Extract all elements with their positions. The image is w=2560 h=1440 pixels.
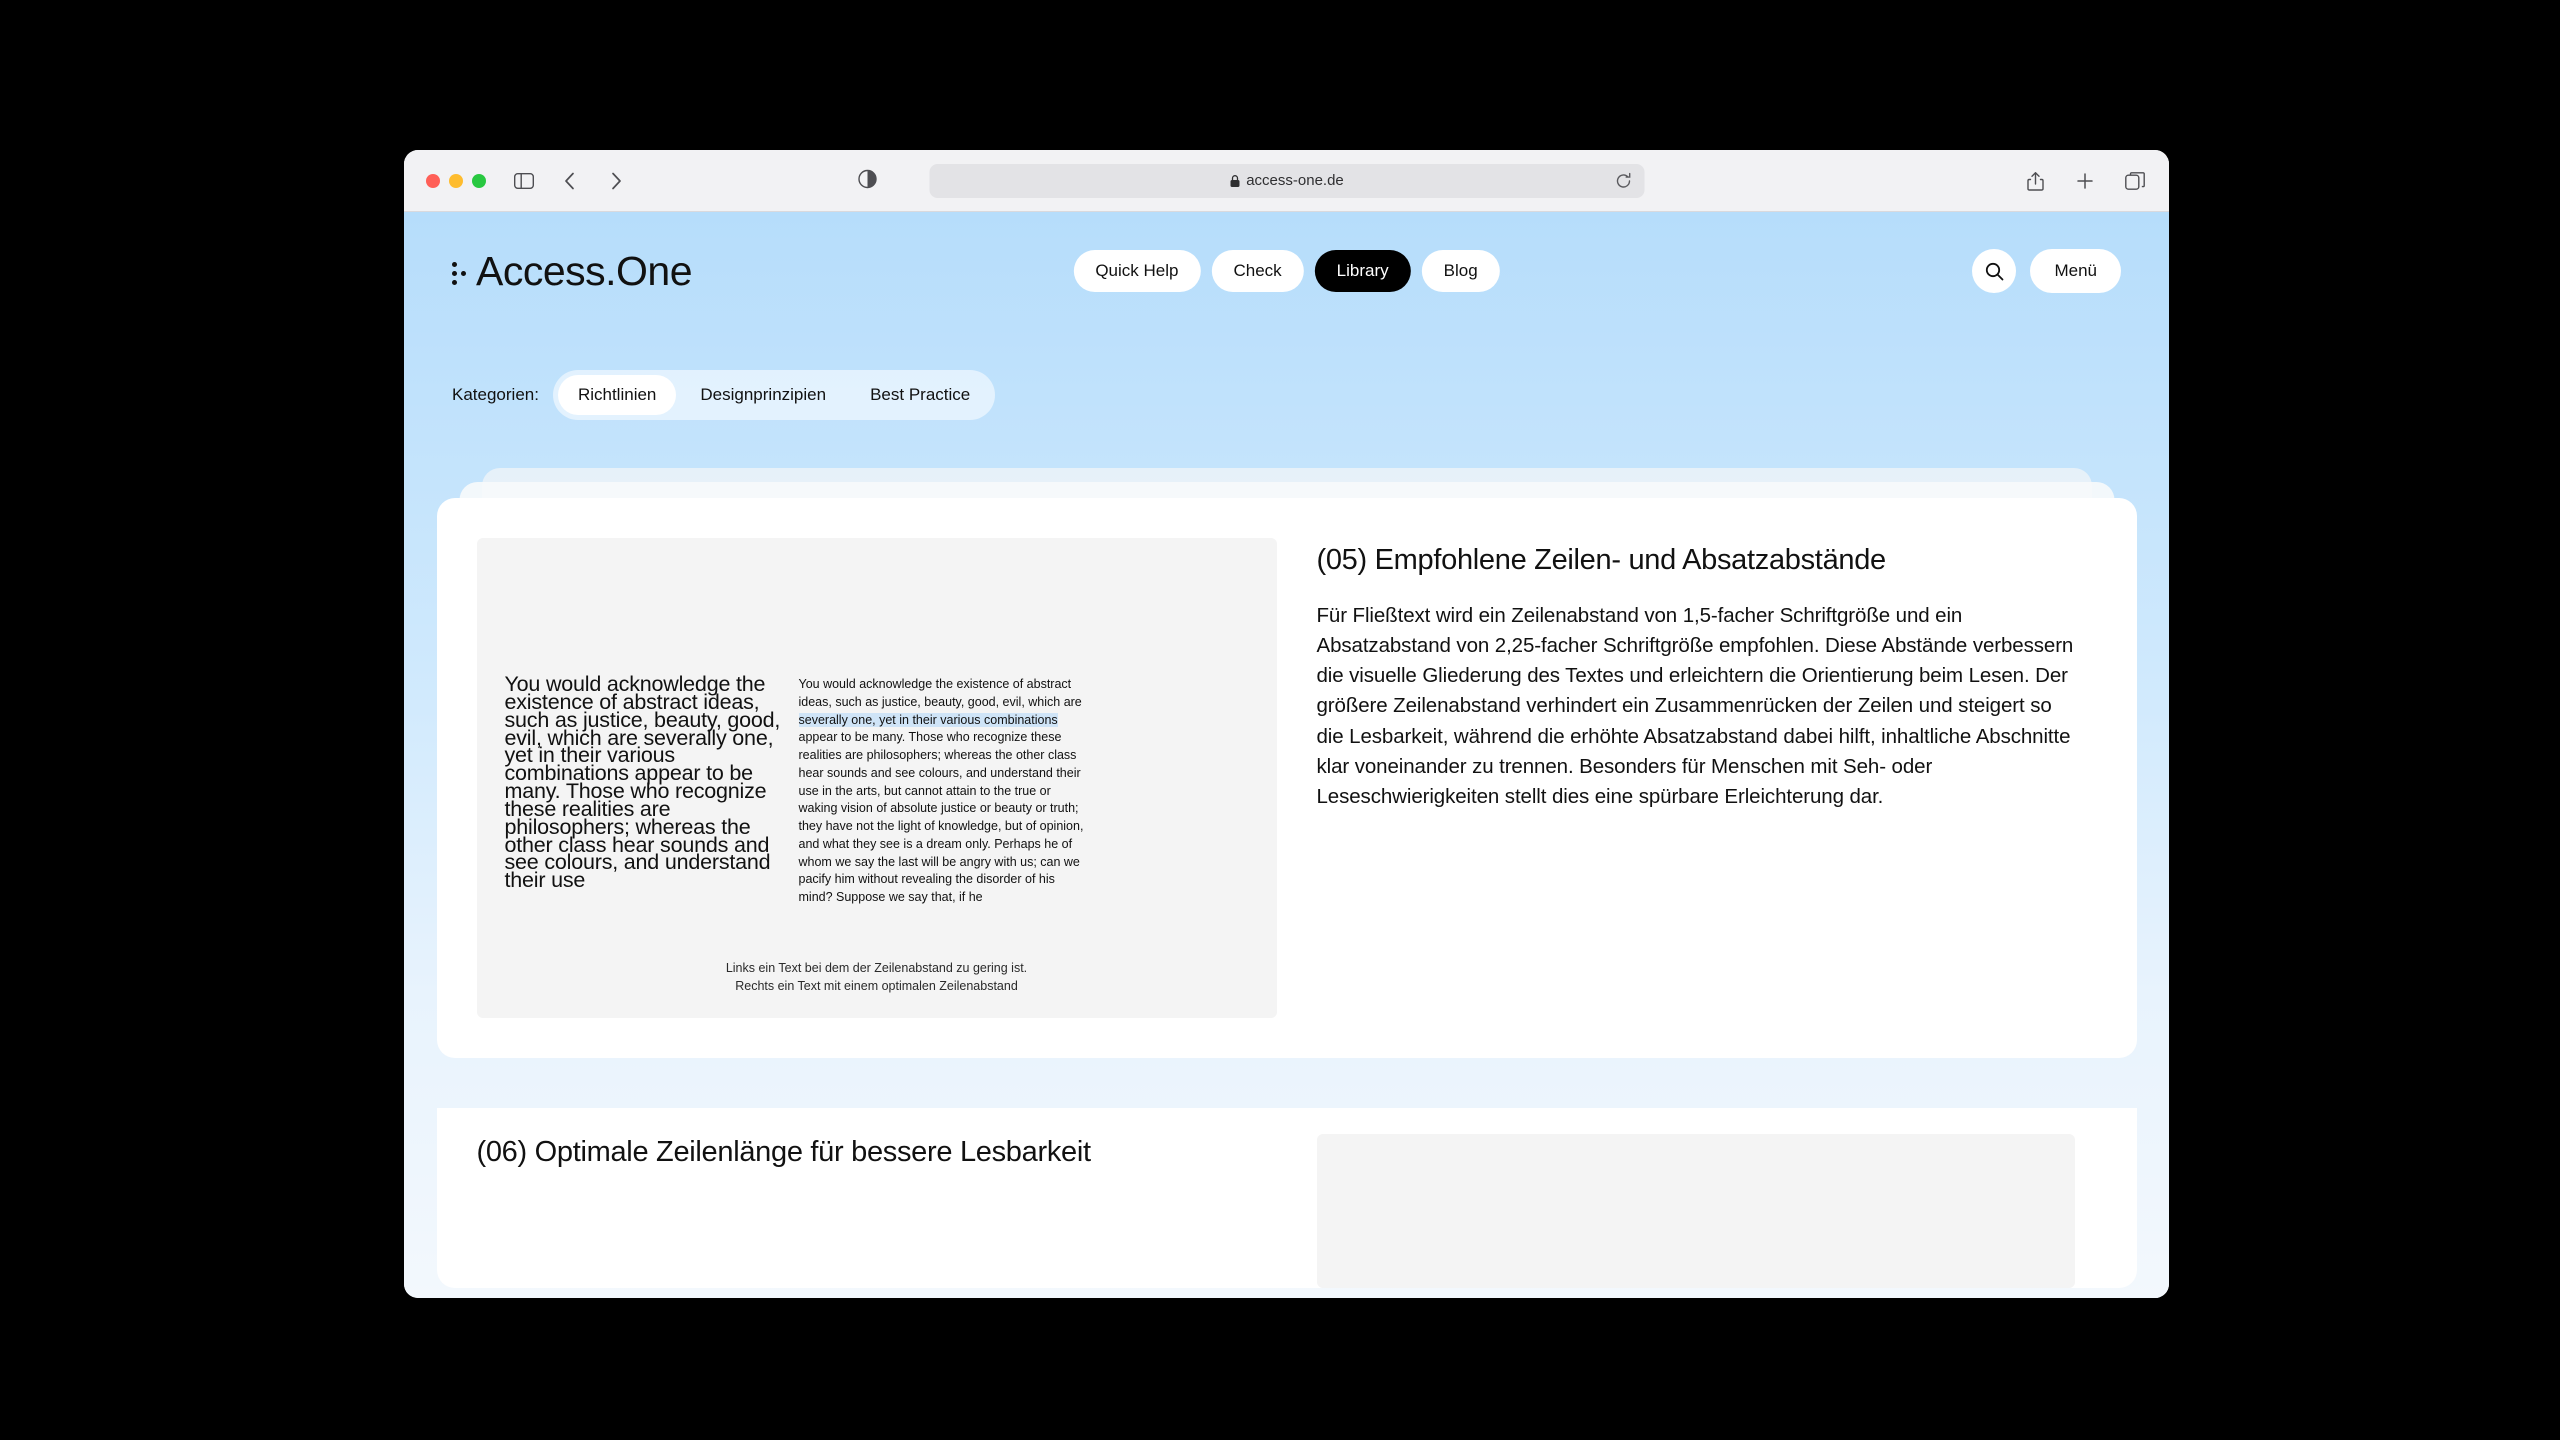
plus-icon[interactable] xyxy=(2073,169,2097,193)
nav-item-check[interactable]: Check xyxy=(1211,250,1303,292)
article-section-05 xyxy=(1295,538,2097,1018)
category-designprinzipien[interactable]: Designprinzipien xyxy=(700,385,827,404)
minimize-window-button[interactable] xyxy=(449,174,463,188)
back-arrow-icon[interactable] xyxy=(558,169,582,193)
article-body: Für Fließtext wird ein Zeilenabstand von 1,5-facher Schriftgröße und ein Absatzabstand von 2,25-facher Schriftgröße empfohlen. Diese Abstände verbessern die visuelle Gliederung des Textes und erleichtern die Orientierung beim Lesen. Der größere Zeilenabstand verhindert ein Zusammenrücken der Zeilen und steigert so die Lesbarkeit, während die erhöhte Absatzabstand dabei hilft, inhaltliche Abschnitte klar voneinander zu trennen. Besonders für Menschen mit Seh- oder Leseschwierigkeiten stellt dies eine spürbare Erleichterung dar. xyxy=(1316,604,2074,808)
window-controls xyxy=(426,174,486,188)
category-richtlinien[interactable]: Richtlinien xyxy=(558,375,676,415)
search-icon[interactable] xyxy=(1972,249,2016,293)
browser-toolbar xyxy=(404,150,2169,212)
page-content xyxy=(404,212,2169,1298)
category-pill-group xyxy=(553,370,995,420)
article-heading: (05) Empfohlene Zeilen- und Absatzabstände xyxy=(1316,544,1886,576)
demo-text-highlight: severally one, yet in their various combinations xyxy=(798,712,1058,727)
reload-icon[interactable] xyxy=(1614,172,1632,190)
site-header xyxy=(404,212,2169,330)
menu-button[interactable]: Menü xyxy=(2030,249,2121,293)
url-text: access-one.de xyxy=(1246,172,1344,189)
demo-caption xyxy=(477,959,1277,997)
browser-window xyxy=(404,150,2169,1298)
category-best-practice[interactable]: Best Practice xyxy=(870,385,971,404)
demo-text-tight: You would acknowledge the existence of abstract ideas, such as justice, beauty, good, evil, which are severally one, yet in their various combinations appear to be many. Those who recognize these realities are philosophers; whereas the other class hear sounds and see colours, and understand their use xyxy=(504,672,781,893)
demo-text-optimal-part2: appear to be many. Those who recognize these realities are philosophers; whereas the other class hear sounds and see colours, and understand their use in the arts, but cannot attain to the true or waking vision of absolute justice or beauty or truth; they have not the light of knowledge, but of opinion, and what they see is a dream only. Perhaps he of whom we say the last will be angry with us; can we pacify him without revealing the disorder of his mind? Suppose we say that, if he xyxy=(798,730,1084,904)
category-filter xyxy=(404,370,2169,420)
sidebar-icon[interactable] xyxy=(512,169,536,193)
nav-item-library[interactable]: Library xyxy=(1315,250,1411,292)
demo-text-optimal xyxy=(799,676,1089,907)
article-section-06 xyxy=(437,1108,2137,1288)
demo-caption-line1: Links ein Text bei dem der Zeilenabstand zu gering ist. xyxy=(725,960,1028,975)
card-stack xyxy=(404,468,2169,1168)
next-section-heading: (06) Optimale Zeilenlänge für bessere Lesbarkeit xyxy=(476,1136,1091,1168)
nav-item-quick-help[interactable]: Quick Help xyxy=(1073,250,1200,292)
main-nav xyxy=(1073,250,1499,292)
url-field[interactable] xyxy=(929,164,1644,198)
nav-item-blog[interactable]: Blog xyxy=(1422,250,1500,292)
logo-text: Access.One xyxy=(476,247,693,294)
line-spacing-demo xyxy=(477,538,1277,1018)
share-icon[interactable] xyxy=(2023,169,2047,193)
demo-caption-line2: Rechts ein Text mit einem optimalen Zeilenabstand xyxy=(735,979,1018,994)
forward-arrow-icon[interactable] xyxy=(604,169,628,193)
content-card xyxy=(437,498,2137,1058)
zoom-window-button[interactable] xyxy=(472,174,486,188)
next-section-media-placeholder xyxy=(1317,1134,2075,1288)
address-bar-area xyxy=(929,164,1644,198)
close-window-button[interactable] xyxy=(426,174,440,188)
header-actions xyxy=(1972,249,2121,293)
demo-text-optimal-part1: You would acknowledge the existence of abstract ideas, such as justice, beauty, good, evil, which are xyxy=(798,677,1082,709)
categories-label: Kategorien: xyxy=(452,385,539,404)
site-logo[interactable] xyxy=(452,248,692,295)
logo-dots-icon xyxy=(452,262,466,285)
reader-view-icon[interactable] xyxy=(857,169,881,193)
tab-overview-icon[interactable] xyxy=(2123,169,2147,193)
lock-icon xyxy=(1229,174,1240,188)
